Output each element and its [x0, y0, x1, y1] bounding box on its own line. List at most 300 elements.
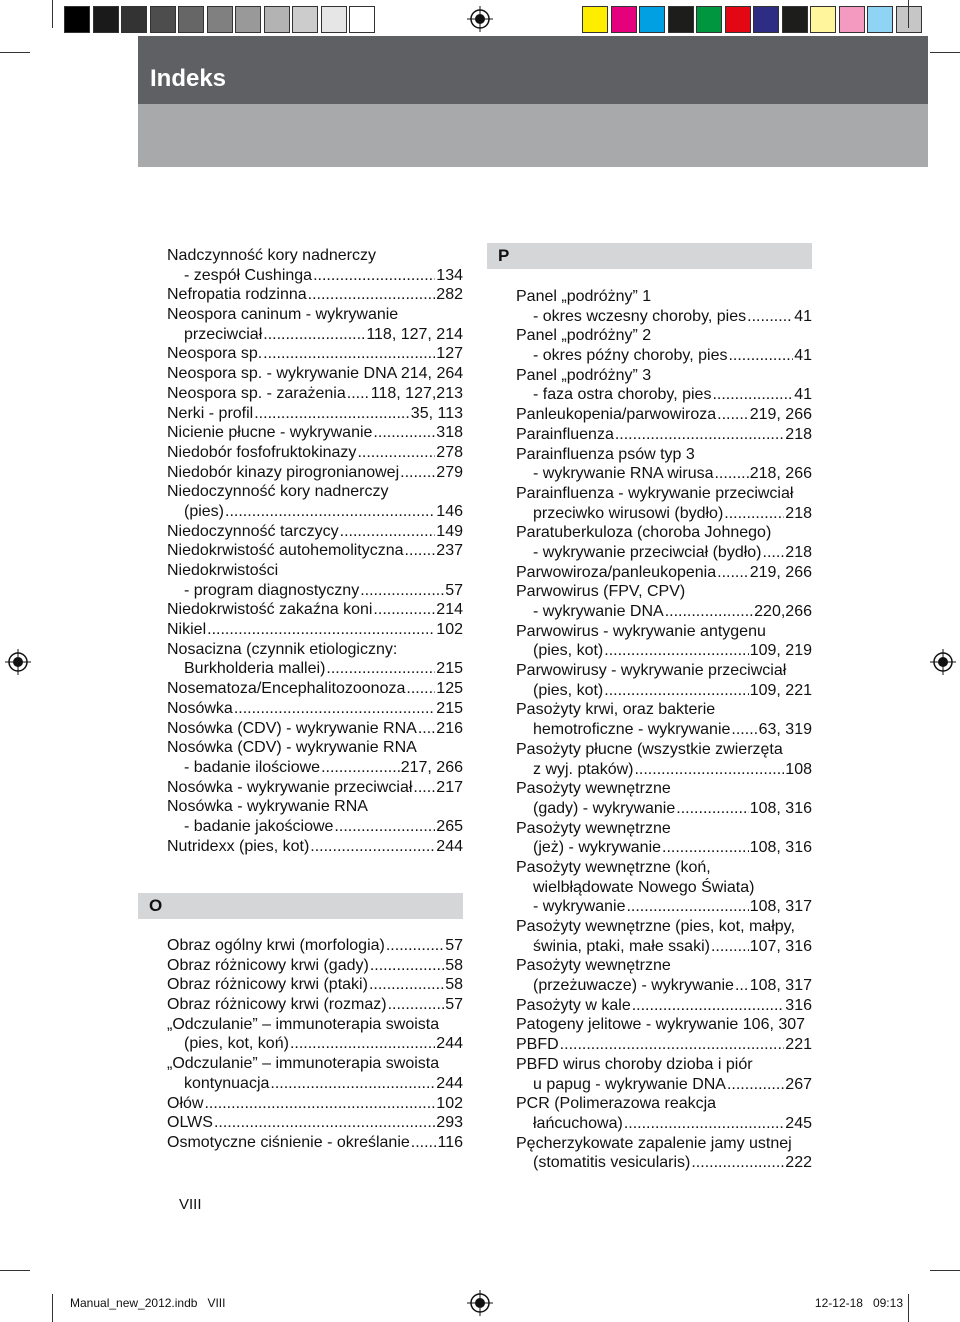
entry-term: hemotroficzne - wykrywanie	[533, 721, 731, 739]
entry-term: wielbłądowate Nowego Świata)	[533, 878, 755, 896]
entry-term: (pies, kot, koń)	[184, 1035, 289, 1053]
header-subband	[138, 104, 928, 167]
index-entry	[167, 522, 463, 542]
dot-leader	[632, 996, 785, 1016]
index-entry	[516, 287, 812, 307]
entry-pages: 293	[436, 1114, 463, 1132]
entry-term: Panleukopenia/parwowiroza	[516, 406, 717, 424]
index-entry	[516, 1114, 812, 1134]
entry-term: Nutridexx (pies, kot)	[167, 837, 310, 855]
index-entry	[516, 819, 812, 839]
entry-term: - okres późny choroby, pies	[533, 347, 728, 365]
crop-mark	[908, 1294, 909, 1322]
entry-term: „Odczulanie” – immunoterapia swoista	[167, 1015, 440, 1033]
index-entry	[167, 1133, 463, 1153]
color-swatch	[349, 6, 375, 33]
index-column-o	[167, 936, 463, 1153]
header-band	[138, 36, 928, 104]
entry-pages: 102	[436, 1094, 463, 1112]
index-entry	[516, 858, 812, 878]
crop-mark	[0, 52, 30, 53]
entry-pages: 244	[436, 837, 463, 855]
index-entry	[516, 720, 812, 740]
dot-leader	[711, 937, 749, 957]
color-swatch	[611, 6, 637, 33]
index-entry	[516, 1134, 812, 1154]
entry-pages: 218, 266	[749, 465, 812, 483]
entry-term: Panel „podróżny” 1	[516, 288, 652, 305]
entry-term: - wykrywanie RNA wirusa	[533, 465, 714, 483]
entry-term: Nosówka	[167, 699, 233, 717]
entry-term: przeciwciał	[184, 325, 263, 343]
registration-mark-icon	[467, 1290, 493, 1316]
entry-term: Parwowirus (FPV, CPV)	[516, 583, 686, 601]
entry-pages: 118, 127, 214	[366, 325, 463, 343]
dot-leader	[204, 1094, 435, 1114]
entry-term: Parwowirusy - wykrywanie przeciwciał	[516, 662, 787, 680]
index-entry	[516, 976, 812, 996]
dot-leader	[388, 995, 445, 1015]
entry-term: Obraz różnicowy krwi (ptaki)	[167, 976, 368, 994]
page-number: VIII	[179, 1196, 202, 1213]
crop-mark	[930, 1270, 960, 1271]
entry-pages: 134	[436, 266, 463, 284]
index-entry	[516, 838, 812, 858]
entry-term: Panel „podróżny” 3	[516, 366, 652, 384]
entry-pages: 218	[785, 504, 812, 522]
index-entry	[167, 600, 463, 620]
index-entry	[167, 640, 463, 660]
section-header-p	[487, 243, 812, 269]
index-entry	[167, 817, 463, 837]
color-swatch	[725, 6, 751, 33]
entry-pages: 109, 219	[749, 642, 812, 660]
entry-term: Niedokrwistość autohemolityczna	[167, 542, 404, 560]
entry-term: Patogeny jelitowe - wykrywanie 106, 307	[516, 1016, 806, 1034]
entry-pages: 318	[436, 424, 463, 442]
color-swatch	[93, 6, 119, 33]
index-entry	[167, 975, 463, 995]
entry-term: kontynuacja	[184, 1074, 270, 1092]
entry-pages: 217, 266	[400, 758, 463, 776]
index-entry	[167, 443, 463, 463]
entry-term: Nosówka (CDV) - wykrywanie RNA	[167, 719, 417, 737]
index-entry	[167, 581, 463, 601]
color-swatch	[839, 6, 865, 33]
dot-leader	[263, 344, 435, 364]
color-swatch	[668, 6, 694, 33]
entry-term: - okres wczesny choroby, pies	[533, 307, 747, 325]
entry-term: Pasożyty wewnętrzne (pies, kot, małpy,	[516, 918, 795, 935]
index-entry	[516, 326, 812, 346]
entry-term: - wykrywanie przeciwciał (bydło)	[533, 543, 762, 561]
entry-pages: 216	[436, 719, 463, 737]
entry-term: Pasożyty w kale	[516, 996, 631, 1014]
entry-pages: 219, 266	[749, 563, 812, 581]
color-swatch	[178, 6, 204, 33]
entry-term: Niedokrwistość zakaźna koni	[167, 601, 373, 619]
index-entry	[167, 325, 463, 345]
entry-pages: 58	[445, 976, 463, 994]
entry-pages: 109, 221	[749, 681, 812, 699]
dot-leader	[634, 760, 784, 780]
dot-leader	[347, 384, 370, 404]
index-entry	[167, 936, 463, 956]
dot-leader	[717, 563, 749, 583]
index-entry	[167, 246, 463, 266]
entry-term: Parwowiroza/panleukopenia	[516, 563, 717, 581]
index-entry	[516, 523, 812, 543]
entry-term: Pasożyty wewnętrzne (koń,	[516, 858, 711, 876]
dot-leader	[373, 423, 435, 443]
entry-pages: 57	[445, 581, 463, 599]
index-entry	[167, 285, 463, 305]
crop-mark	[52, 1294, 53, 1322]
color-swatch	[321, 6, 347, 33]
entry-pages: 57	[445, 996, 463, 1014]
entry-term: Panel „podróżny” 2	[516, 327, 652, 345]
entry-term: Niedobór kinazy pirogronianowej	[167, 463, 400, 481]
index-entry	[167, 719, 463, 739]
index-entry	[167, 620, 463, 640]
index-entry	[167, 659, 463, 679]
index-entry	[516, 1055, 812, 1075]
dot-leader	[313, 266, 435, 286]
entry-term: Pasożyty wewnętrzne	[516, 819, 671, 837]
slug-page: VIII	[207, 1296, 226, 1310]
entry-term: Obraz ogólny krwi (morfologia)	[167, 937, 385, 954]
dot-leader	[676, 799, 748, 819]
entry-pages: 215	[436, 660, 463, 678]
registration-mark-icon	[5, 649, 31, 675]
entry-term: Nosacizna (czynnik etiologiczny:	[167, 640, 398, 658]
dot-leader	[321, 758, 400, 778]
entry-term: (gady) - wykrywanie	[533, 799, 676, 817]
entry-term: (pies, kot)	[533, 642, 604, 660]
entry-pages: 41	[794, 307, 812, 325]
index-entry	[167, 502, 463, 522]
entry-term: Osmotyczne ciśnienie - określanie	[167, 1133, 410, 1151]
entry-term: Nerki - profil	[167, 404, 254, 422]
entry-term: PCR (Polimerazowa reakcja	[516, 1095, 717, 1113]
index-entry	[167, 837, 463, 857]
entry-term: Parainfluenza psów typ 3	[516, 445, 695, 463]
entry-term: Pasożyty krwi, oraz bakterie	[516, 701, 716, 719]
index-entry	[167, 1074, 463, 1094]
dot-leader	[747, 307, 793, 327]
index-entry	[516, 1015, 812, 1035]
entry-pages: 108, 317	[749, 977, 812, 995]
entry-pages: 244	[436, 1074, 463, 1092]
entry-term: łańcuchowa)	[533, 1114, 623, 1132]
entry-pages: 237	[436, 542, 463, 560]
entry-term: Pasożyty wewnętrzne	[516, 780, 671, 798]
entry-term: Niedobór fosfofruktokinazy	[167, 443, 357, 461]
entry-pages: 108, 316	[749, 799, 812, 817]
index-entry	[167, 1094, 463, 1114]
entry-pages: 41	[794, 347, 812, 365]
index-entry	[167, 266, 463, 286]
color-swatch	[753, 6, 779, 33]
index-entry	[516, 956, 812, 976]
entry-term: (jeż) - wykrywanie	[533, 839, 662, 857]
section-header-o	[138, 893, 463, 919]
entry-term: Obraz różnicowy krwi (gady)	[167, 956, 369, 974]
dot-leader	[334, 817, 435, 837]
dot-leader	[724, 504, 784, 524]
entry-term: Neospora sp. - wykrywanie DNA 214, 264	[167, 365, 463, 383]
entry-pages: 221	[785, 1036, 812, 1054]
entry-term: Nosówka (CDV) - wykrywanie RNA	[167, 739, 417, 757]
index-entry	[167, 423, 463, 443]
section-letter: P	[498, 246, 510, 265]
dot-leader	[714, 464, 748, 484]
slug-datetime: 12-12-18 09:13	[814, 1296, 903, 1310]
index-entry	[516, 897, 812, 917]
entry-term: Neospora caninum - wykrywanie	[167, 306, 399, 324]
index-entry	[167, 738, 463, 758]
entry-pages: 244	[436, 1035, 463, 1053]
crop-mark	[908, 0, 909, 28]
entry-term: Nosówka - wykrywanie przeciwciał	[167, 778, 413, 796]
index-entry	[167, 956, 463, 976]
index-column-p	[516, 287, 812, 1173]
dot-leader	[691, 1153, 784, 1173]
entry-term: Ołów	[167, 1094, 204, 1112]
index-entry	[516, 346, 812, 366]
entry-term: Obraz różnicowy krwi (rozmaz)	[167, 996, 387, 1014]
dot-leader	[326, 659, 435, 679]
index-entry	[167, 463, 463, 483]
index-entry	[167, 364, 463, 384]
index-entry	[516, 563, 812, 583]
entry-term: Burkholderia mallei)	[184, 660, 326, 678]
dot-leader	[615, 425, 784, 445]
entry-term: - faza ostra choroby, pies	[533, 386, 712, 404]
entry-pages: 146	[436, 502, 463, 520]
entry-pages: 125	[436, 680, 463, 698]
index-entry	[516, 779, 812, 799]
index-entry	[516, 760, 812, 780]
dot-leader	[717, 405, 749, 425]
index-entry	[516, 740, 812, 760]
entry-term: - badanie jakościowe	[184, 817, 334, 835]
index-entry	[516, 464, 812, 484]
index-entry	[167, 384, 463, 404]
entry-term: „Odczulanie” – immunoterapia swoista	[167, 1055, 440, 1073]
entry-pages: 58	[445, 956, 463, 974]
index-entry	[516, 602, 812, 622]
entry-pages: 282	[436, 286, 463, 304]
color-swatch	[639, 6, 665, 33]
entry-term: Paratuberkuloza (choroba Johnego)	[516, 524, 772, 542]
entry-pages: 220,266	[754, 603, 812, 620]
entry-term: Parainfluenza - wykrywanie przeciwciał	[516, 484, 794, 502]
entry-pages: 41	[794, 386, 812, 404]
dot-leader	[604, 681, 748, 701]
index-entry	[167, 344, 463, 364]
color-swatch	[264, 6, 290, 33]
index-entry	[516, 1153, 812, 1173]
index-entry	[516, 366, 812, 386]
entry-pages: 107, 316	[749, 937, 812, 955]
entry-pages: 267	[785, 1075, 812, 1093]
dot-leader	[254, 404, 410, 424]
entry-term: PBFD wirus choroby dzioba i piór	[516, 1055, 753, 1073]
dot-leader	[308, 285, 436, 305]
index-entry	[516, 582, 812, 602]
entry-pages: 63, 319	[758, 721, 812, 739]
dot-leader	[727, 1075, 784, 1095]
dot-leader	[386, 936, 444, 956]
entry-term: świnia, ptaki, małe ssaki)	[533, 937, 710, 955]
color-swatch	[150, 6, 176, 33]
dot-leader	[624, 1114, 784, 1134]
entry-pages: 35, 113	[410, 404, 463, 422]
dot-leader	[373, 600, 435, 620]
index-entry	[167, 541, 463, 561]
index-entry	[516, 661, 812, 681]
entry-term: OLWS	[167, 1114, 213, 1132]
entry-term: Pasożyty wewnętrzne	[516, 957, 671, 975]
dot-leader	[418, 719, 435, 739]
index-entry	[167, 699, 463, 719]
entry-pages: 219, 266	[749, 406, 812, 424]
entry-pages: 127	[436, 345, 463, 363]
slug-file	[70, 1296, 225, 1310]
color-swatch	[64, 6, 90, 33]
entry-pages: 116	[437, 1133, 463, 1151]
index-entry	[516, 799, 812, 819]
index-entry	[516, 425, 812, 445]
index-entry	[167, 482, 463, 502]
entry-term: przeciwko wirusowi (bydło)	[533, 504, 724, 522]
dot-leader	[263, 325, 365, 345]
index-entry	[167, 995, 463, 1015]
entry-term: Neospora sp.	[167, 345, 263, 363]
index-entry	[516, 1075, 812, 1095]
index-entry	[516, 641, 812, 661]
index-entry	[167, 758, 463, 778]
entry-term: (przeżuwacze) - wykrywanie	[533, 977, 734, 995]
index-entry	[516, 504, 812, 524]
dot-leader	[357, 443, 435, 463]
entry-pages: 108, 316	[749, 839, 812, 857]
dot-leader	[662, 838, 749, 858]
dot-leader	[207, 620, 435, 640]
index-entry	[516, 937, 812, 957]
dot-leader	[604, 641, 748, 661]
color-swatch	[582, 6, 608, 33]
entry-term: Niedoczynność kory nadnerczy	[167, 483, 389, 501]
dot-leader	[560, 1035, 785, 1055]
index-entry	[516, 385, 812, 405]
index-column-n	[167, 246, 463, 856]
page-title: Indeks	[150, 65, 227, 92]
dot-leader	[370, 956, 444, 976]
index-entry	[516, 996, 812, 1016]
dot-leader	[763, 543, 785, 563]
crop-mark	[52, 0, 53, 28]
index-entry	[516, 484, 812, 504]
dot-leader	[735, 976, 749, 996]
registration-mark-icon	[467, 6, 493, 32]
entry-term: - wykrywanie DNA	[533, 603, 664, 620]
entry-pages: 279	[436, 463, 463, 481]
entry-pages: 214	[436, 601, 463, 619]
dot-leader	[400, 463, 435, 483]
entry-term: Nosematoza/Encephalitozoonoza	[167, 680, 406, 698]
entry-term: Nosówka - wykrywanie RNA	[167, 798, 368, 816]
entry-term: - wykrywanie	[533, 898, 626, 916]
entry-term: z wyj. ptaków)	[533, 760, 634, 778]
entry-pages: 265	[436, 817, 463, 835]
entry-pages: 215	[436, 699, 463, 717]
dot-leader	[360, 581, 444, 601]
entry-term: - badanie ilościowe	[184, 758, 321, 776]
entry-pages: 217	[436, 778, 463, 796]
index-entry	[516, 307, 812, 327]
index-entry	[167, 561, 463, 581]
entry-pages: 218	[785, 425, 812, 443]
index-entry	[516, 543, 812, 563]
entry-term: Parwowirus - wykrywanie antygenu	[516, 622, 766, 640]
index-entry	[516, 700, 812, 720]
entry-term: Parainfluenza	[516, 425, 614, 443]
dot-leader	[731, 720, 757, 740]
entry-pages: 149	[436, 522, 463, 540]
index-entry	[516, 445, 812, 465]
dot-leader	[234, 699, 435, 719]
entry-term: u papug - wykrywanie DNA	[533, 1075, 726, 1093]
dot-leader	[270, 1074, 435, 1094]
dot-leader	[413, 778, 435, 798]
entry-pages: 57	[445, 937, 463, 954]
index-entry	[167, 305, 463, 325]
index-entry	[167, 1034, 463, 1054]
index-entry	[516, 1035, 812, 1055]
color-swatch	[235, 6, 261, 33]
index-entry	[167, 404, 463, 424]
entry-term: Niedokrwistości	[167, 562, 279, 579]
entry-pages: 102	[436, 621, 463, 639]
index-entry	[516, 681, 812, 701]
dot-leader	[310, 837, 435, 857]
index-entry	[167, 778, 463, 798]
dot-leader	[665, 602, 753, 622]
dot-leader	[290, 1034, 435, 1054]
index-entry	[167, 797, 463, 817]
index-entry	[516, 878, 812, 898]
registration-mark-icon	[930, 649, 956, 675]
entry-term: - program diagnostyczny	[184, 581, 360, 599]
entry-term: PBFD	[516, 1036, 559, 1054]
dot-leader	[369, 975, 444, 995]
dot-leader	[712, 385, 793, 405]
index-entry	[167, 1054, 463, 1074]
entry-pages: 278	[436, 443, 463, 461]
entry-term: Niedoczynność tarczycy	[167, 522, 339, 540]
crop-mark	[930, 52, 960, 53]
entry-pages: 222	[785, 1154, 812, 1172]
entry-term: (pies, kot)	[533, 681, 604, 699]
entry-pages: 118, 127,213	[370, 384, 463, 402]
index-entry	[516, 622, 812, 642]
entry-term: - zespół Cushinga	[184, 266, 313, 284]
dot-leader	[340, 522, 436, 542]
index-entry	[167, 1015, 463, 1035]
color-swatch	[696, 6, 722, 33]
